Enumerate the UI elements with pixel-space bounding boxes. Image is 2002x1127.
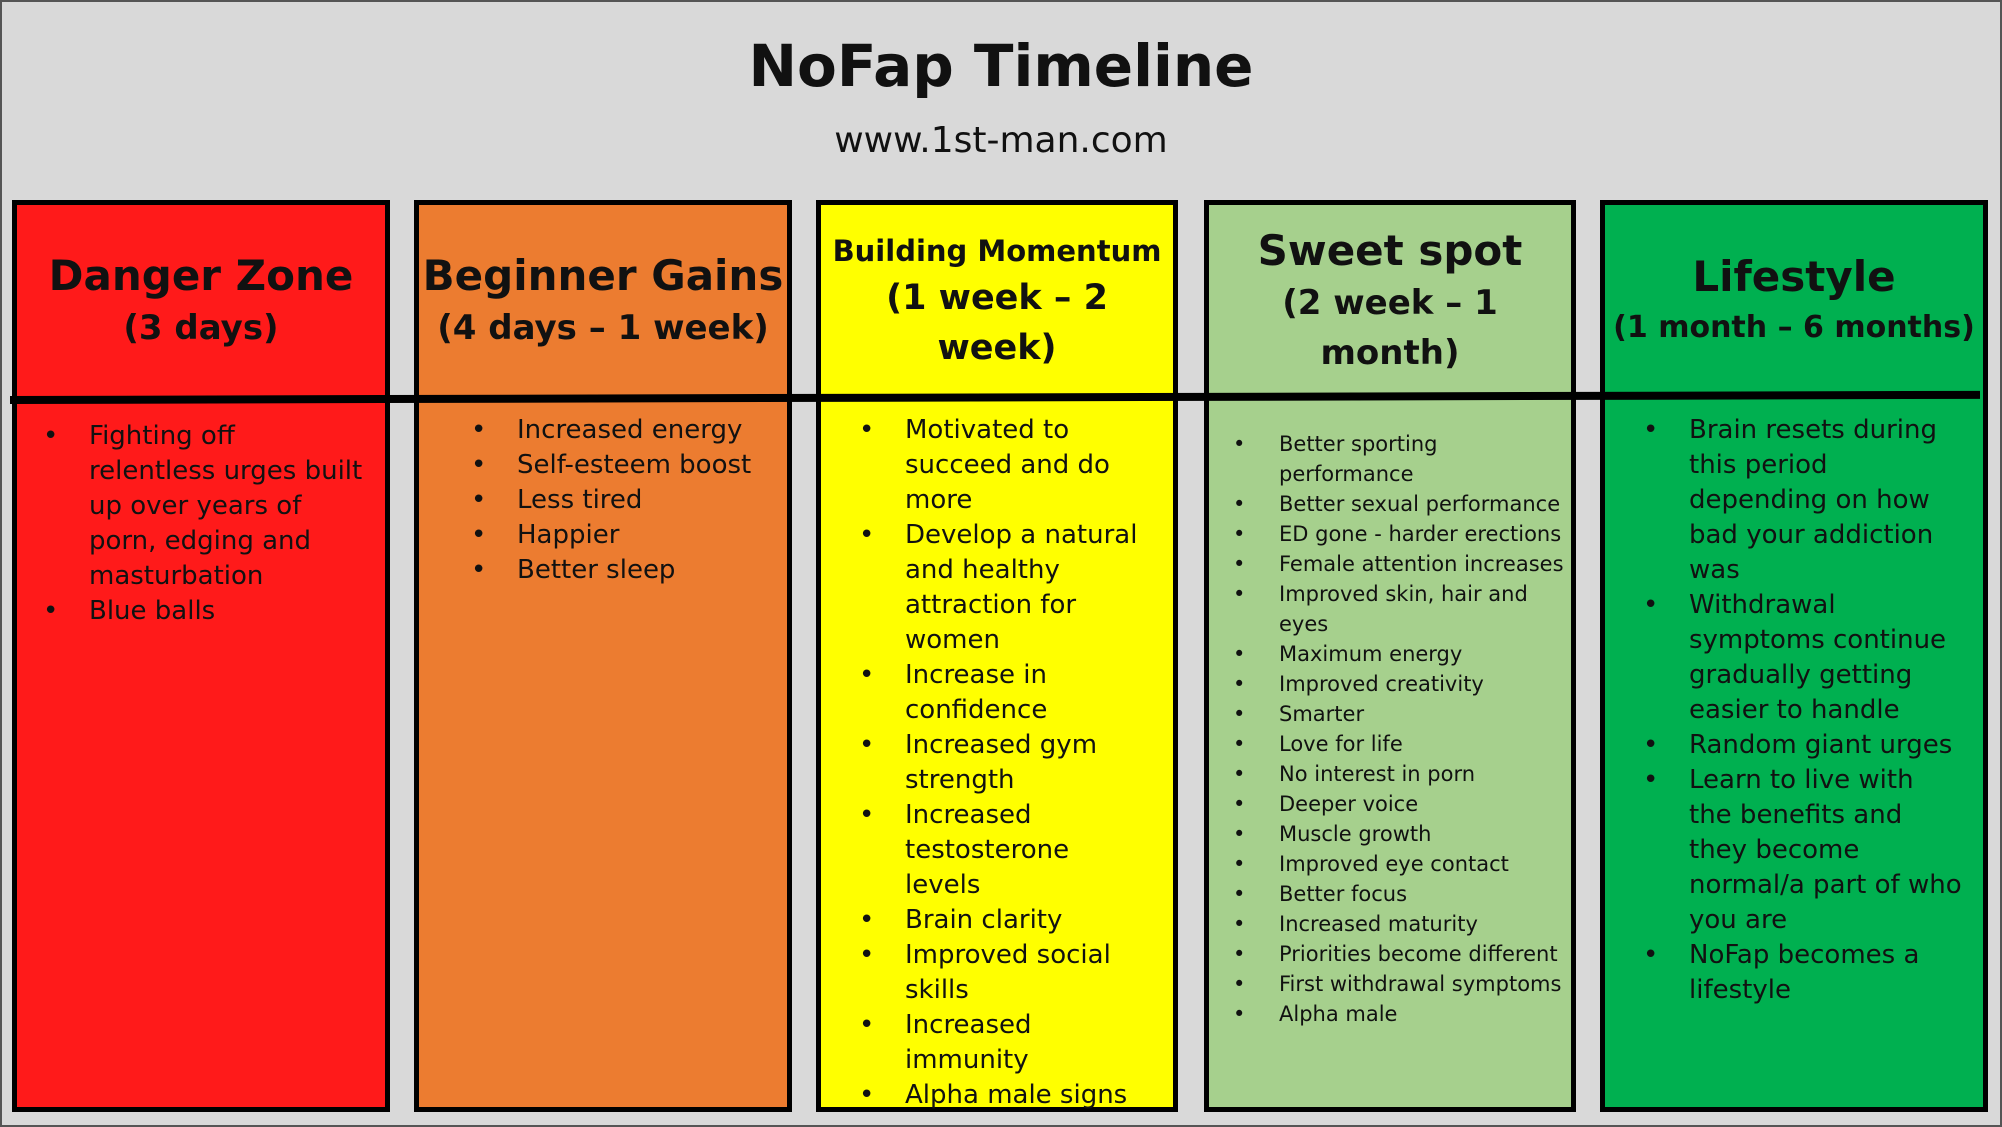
- list-item: • NoFap becomes a lifestyle: [1643, 938, 1963, 1008]
- stage-header: [1209, 205, 1571, 397]
- list-item: • Smarter: [1233, 699, 1565, 729]
- list-item: • Less tired: [471, 483, 777, 518]
- stage-period: (2 week – 1 month): [1282, 283, 1498, 373]
- stage-period: (1 week – 2 week): [886, 278, 1108, 368]
- list-item: • Increase in confidence: [859, 658, 1151, 728]
- stage-period: (3 days): [123, 308, 279, 348]
- website-url: www.1st-man.com: [834, 120, 1168, 161]
- list-item: • First withdrawal symptoms: [1233, 969, 1565, 999]
- list-item: • Increased immunity: [859, 1008, 1151, 1078]
- stage-items: [1605, 413, 1983, 1008]
- list-item: • Random giant urges: [1643, 728, 1963, 763]
- list-item: • Increased energy: [471, 413, 777, 448]
- list-item: • Improved social skills: [859, 938, 1151, 1008]
- list-item: • Maximum energy: [1233, 639, 1565, 669]
- list-item: • Improved eye contact: [1233, 849, 1565, 879]
- list-item: • Happier: [471, 518, 777, 553]
- list-item: • Motivated to succeed and do more: [859, 413, 1151, 518]
- stage-title: Lifestyle: [1692, 252, 1896, 301]
- stage-period: (1 month – 6 months): [1613, 310, 1975, 345]
- stage-danger-zone: [12, 200, 390, 1112]
- list-item: • Blue balls: [43, 594, 369, 629]
- stage-items: [419, 413, 787, 588]
- list-item: • Self-esteem boost: [471, 448, 777, 483]
- stage-header: [17, 205, 385, 397]
- stage-sweet-spot: [1204, 200, 1576, 1112]
- stage-items: [821, 413, 1173, 1113]
- list-item: • Female attention increases: [1233, 549, 1565, 579]
- list-item: • Fighting off relentless urges built up over years of porn, edging and masturbation: [43, 419, 369, 594]
- list-item: • Brain clarity: [859, 903, 1151, 938]
- diagram-title: NoFap Timeline: [748, 32, 1254, 100]
- stage-title: Building Momentum: [832, 234, 1162, 268]
- stage-title: Danger Zone: [48, 251, 354, 300]
- list-item: • Better sexual performance: [1233, 489, 1565, 519]
- list-item: • Increased testosterone levels: [859, 798, 1151, 903]
- stage-items: [1209, 429, 1571, 1029]
- list-item: • Muscle growth: [1233, 819, 1565, 849]
- list-item: • Improved skin, hair and eyes: [1233, 579, 1565, 639]
- stage-header: [821, 205, 1173, 397]
- stage-building-momentum: [816, 200, 1178, 1112]
- list-item: • Alpha male signs: [859, 1078, 1151, 1113]
- list-item: • Alpha male: [1233, 999, 1565, 1029]
- stage-items: [17, 419, 385, 629]
- list-item: • No interest in porn: [1233, 759, 1565, 789]
- list-item: • Develop a natural and healthy attraction for women: [859, 518, 1151, 658]
- list-item: • Better focus: [1233, 879, 1565, 909]
- list-item: • Brain resets during this period depending on how bad your addiction was: [1643, 413, 1963, 588]
- stage-header: [1605, 205, 1983, 397]
- list-item: • ED gone - harder erections: [1233, 519, 1565, 549]
- list-item: • Increased gym strength: [859, 728, 1151, 798]
- list-item: • Learn to live with the benefits and they become normal/a part of who you are: [1643, 763, 1963, 938]
- list-item: • Better sporting performance: [1233, 429, 1565, 489]
- list-item: • Deeper voice: [1233, 789, 1565, 819]
- list-item: • Priorities become different: [1233, 939, 1565, 969]
- stage-lifestyle: [1600, 200, 1988, 1112]
- list-item: • Love for life: [1233, 729, 1565, 759]
- list-item: • Increased maturity: [1233, 909, 1565, 939]
- list-item: • Better sleep: [471, 553, 777, 588]
- stage-beginner-gains: [414, 200, 792, 1112]
- list-item: • Improved creativity: [1233, 669, 1565, 699]
- stage-title: Beginner Gains: [422, 251, 784, 300]
- stage-title: Sweet spot: [1257, 226, 1523, 275]
- list-item: • Withdrawal symptoms continue gradually getting easier to handle: [1643, 588, 1963, 728]
- stage-header: [419, 205, 787, 397]
- stage-period: (4 days – 1 week): [437, 308, 769, 348]
